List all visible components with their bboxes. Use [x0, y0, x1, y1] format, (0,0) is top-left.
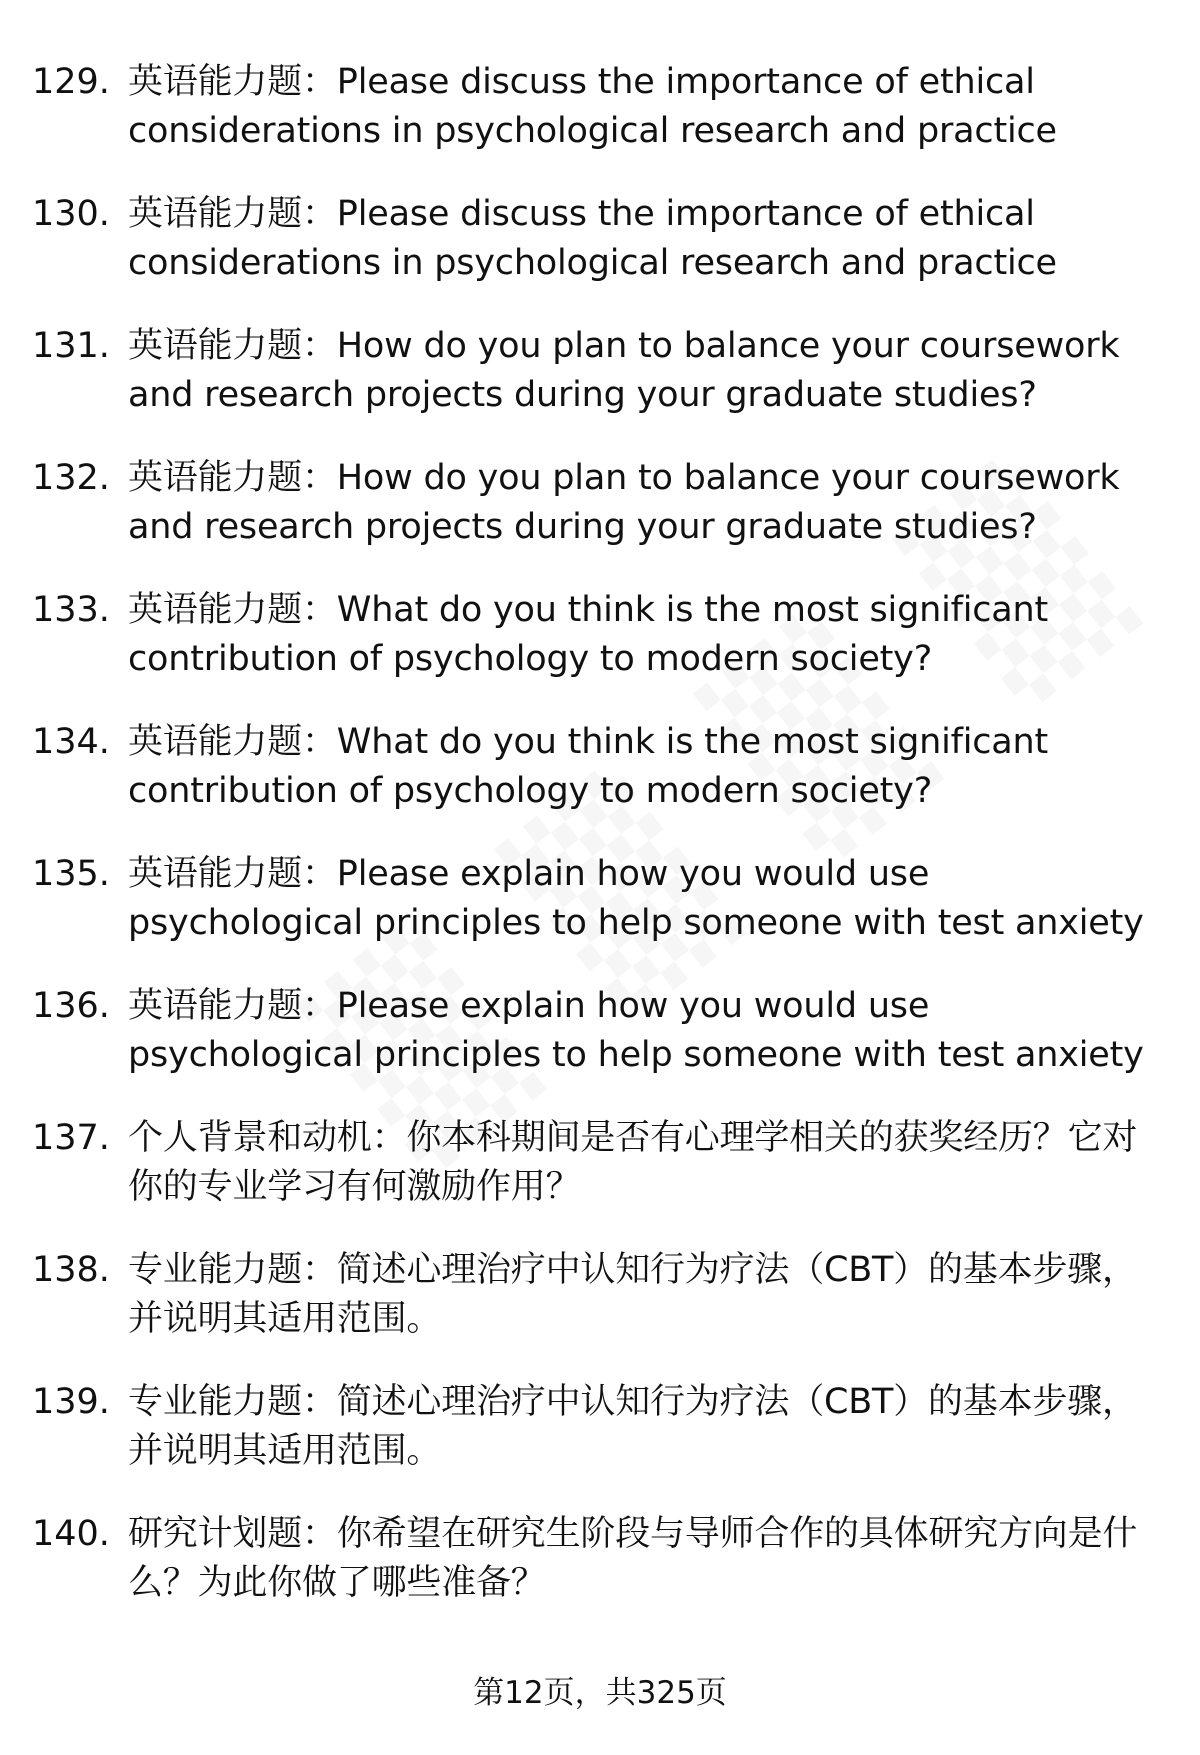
question-item — [0, 1510, 1200, 1642]
question-list — [0, 58, 1200, 1642]
question-item — [0, 454, 1200, 586]
question-item — [0, 322, 1200, 454]
question-text: 英语能力题：How do you plan to balance your coursework and research projects during your graduate studies? — [128, 326, 1120, 415]
question-item — [0, 718, 1200, 850]
question-number: 132. — [32, 458, 110, 498]
question-number: 131. — [32, 326, 110, 366]
question-item — [0, 850, 1200, 982]
question-item — [0, 58, 1200, 190]
question-text: 英语能力题：What do you think is the most significant contribution of psychology to modern society? — [128, 722, 1049, 811]
question-item — [0, 1246, 1200, 1378]
question-text: 研究计划题：你希望在研究生阶段与导师合作的具体研究方向是什么？为此你做了哪些准备？ — [128, 1514, 1138, 1603]
question-number: 137. — [32, 1118, 110, 1158]
question-item — [0, 982, 1200, 1114]
question-number: 138. — [32, 1250, 110, 1290]
question-item — [0, 586, 1200, 718]
question-text: 英语能力题：Please discuss the importance of ethical considerations in psychological research and practice — [128, 62, 1057, 151]
question-number: 139. — [32, 1382, 110, 1422]
question-number: 129. — [32, 62, 110, 102]
question-text: 英语能力题：Please explain how you would use psychological principles to help someone with test anxiety — [128, 986, 1144, 1075]
question-number: 136. — [32, 986, 110, 1026]
question-text: 专业能力题：简述心理治疗中认知行为疗法（CBT）的基本步骤，并说明其适用范围。 — [128, 1382, 1137, 1471]
question-number: 133. — [32, 590, 110, 630]
question-item — [0, 1378, 1200, 1510]
question-number: 140. — [32, 1514, 110, 1554]
question-number: 134. — [32, 722, 110, 762]
question-text: 个人背景和动机：你本科期间是否有心理学相关的获奖经历？它对你的专业学习有何激励作用？ — [128, 1118, 1138, 1207]
question-text: 英语能力题：What do you think is the most significant contribution of psychology to modern society? — [128, 590, 1049, 679]
page-footer: 第12页，共325页 — [473, 1675, 727, 1711]
question-text: 英语能力题：How do you plan to balance your coursework and research projects during your graduate studies? — [128, 458, 1120, 547]
question-number: 130. — [32, 194, 110, 234]
question-text: 英语能力题：Please explain how you would use psychological principles to help someone with test anxiety — [128, 854, 1144, 943]
question-number: 135. — [32, 854, 110, 894]
question-item — [0, 1114, 1200, 1246]
question-item — [0, 190, 1200, 322]
question-text: 英语能力题：Please discuss the importance of ethical considerations in psychological research and practice — [128, 194, 1057, 283]
question-text: 专业能力题：简述心理治疗中认知行为疗法（CBT）的基本步骤，并说明其适用范围。 — [128, 1250, 1137, 1339]
